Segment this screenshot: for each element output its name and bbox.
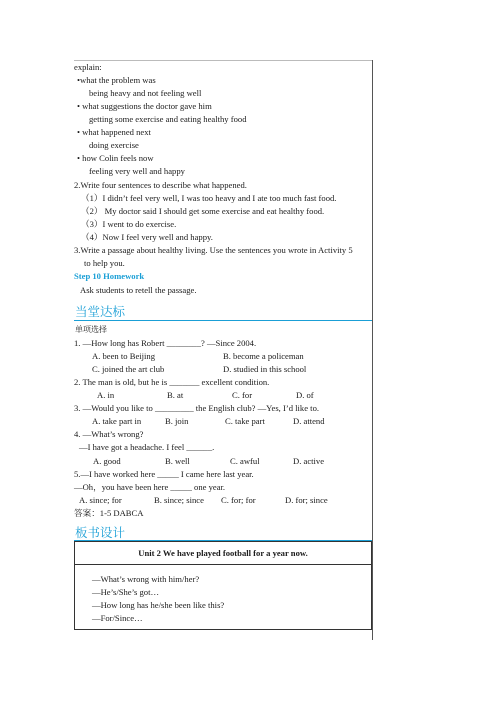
question-stem: 4. —What’s wrong?	[74, 429, 144, 439]
option: B. join	[165, 416, 189, 426]
board-line: —For/Since…	[92, 613, 143, 623]
task2-sentence: （2） My doctor said I should get some exercise and eat healthy food.	[81, 206, 325, 216]
step10-text: Ask students to retell the passage.	[80, 285, 197, 295]
task2-title: 2.Write four sentences to describe what happened.	[74, 180, 247, 190]
answer-key: 答案：1-5 DABCA	[74, 508, 144, 518]
explain-question: • how Colin feels now	[77, 153, 154, 163]
board-title: Unit 2 We have played football for a year now.	[138, 548, 308, 558]
task3-line: to help you.	[84, 258, 125, 268]
explain-heading: explain:	[74, 62, 102, 72]
explain-question: • what suggestions the doctor gave him	[77, 101, 212, 111]
question-stem: —Oh，you have been here _____ one year.	[74, 482, 226, 492]
option: B. become a policeman	[223, 351, 304, 361]
task3-line: 3.Write a passage about healthy living. Use the sentences you wrote in Activity 5	[74, 245, 353, 255]
board-line: —How long has he/she been like this?	[92, 600, 225, 610]
option: D. studied in this school	[223, 364, 307, 374]
task2-sentence: （3）I went to do exercise.	[81, 219, 177, 229]
question-stem: —I have got a headache. I feel ______.	[79, 442, 215, 452]
task2-sentence: （1）I didn’t feel very well, I was too heavy and I ate too much fast food.	[81, 193, 337, 203]
question-stem: 2. The man is old, but he is _______ excellent condition.	[74, 377, 270, 387]
explain-answer: doing exercise	[89, 140, 139, 150]
board-heading: 板书设计	[75, 525, 126, 540]
board-box	[74, 541, 372, 630]
step10-title: Step 10 Homework	[74, 271, 145, 281]
top-rule	[74, 60, 372, 61]
practice-subheading: 单项选择	[75, 325, 107, 334]
board-title-rule	[75, 564, 371, 565]
option: A. been to Beijing	[92, 351, 156, 361]
explain-answer: being heavy and not feeling well	[89, 88, 202, 98]
option: D. for; since	[285, 495, 328, 505]
explain-question: •what the problem was	[77, 75, 156, 85]
explain-answer: feeling very well and happy	[89, 166, 185, 176]
option: C. take part	[225, 416, 265, 426]
option: C. for; for	[221, 495, 256, 505]
board-line: —He’s/She’s got…	[92, 587, 160, 597]
option: B. since; since	[154, 495, 204, 505]
option: D. attend	[293, 416, 325, 426]
practice-heading-rule	[74, 320, 372, 321]
explain-answer: getting some exercise and eating healthy food	[89, 114, 247, 124]
task2-sentence: （4）Now I feel very well and happy.	[81, 232, 213, 242]
option: A. good	[93, 456, 121, 466]
option: A. take part in	[92, 416, 142, 426]
option: A. in	[97, 390, 115, 400]
option: C. joined the art club	[92, 364, 165, 374]
question-stem: 1. —How long has Robert ________? —Since 2004.	[74, 338, 257, 348]
question-stem: 5.—I have worked here _____ I came here last year.	[74, 469, 254, 479]
option: C. awful	[230, 456, 260, 466]
practice-heading: 当堂达标	[75, 304, 126, 319]
explain-question: • what happened next	[77, 127, 151, 137]
option: A. since; for	[79, 495, 122, 505]
board-line: —What’s wrong with him/her?	[92, 574, 200, 584]
option: B. well	[165, 456, 190, 466]
question-stem: 3. —Would you like to _________ the English club? —Yes, I’d like to.	[74, 403, 320, 413]
option: D. of	[296, 390, 314, 400]
margin-rule	[372, 60, 373, 640]
option: B. at	[167, 390, 184, 400]
option: D. active	[293, 456, 325, 466]
option: C. for	[232, 390, 253, 400]
